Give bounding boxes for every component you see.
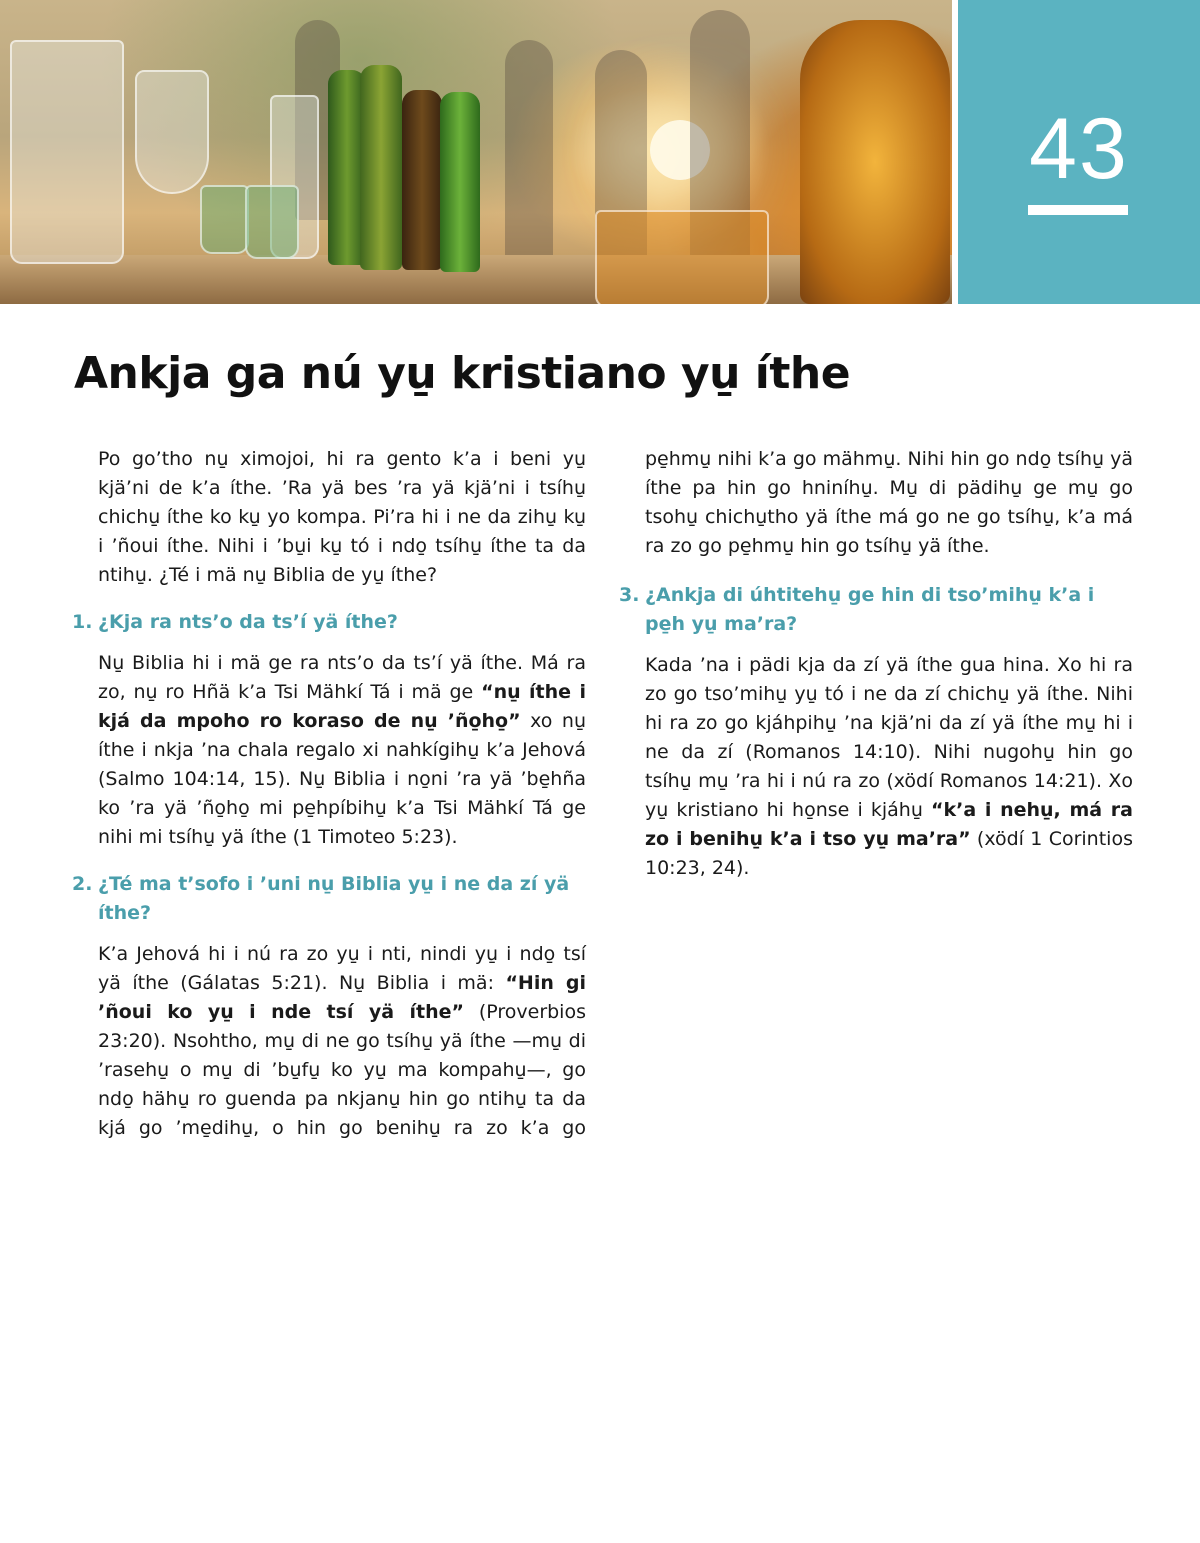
section-paragraph-3	[645, 651, 1133, 883]
paragraph-text: K’a Jehová hi i nú ra zo yu̱ i nti, nindi yu̱ i ndo̱ tsí yä íthe (Gálatas 5:21). Nu̱ Biblia i mä:	[98, 943, 586, 994]
question-number: 3.	[619, 584, 640, 606]
lesson-number-box	[958, 0, 1200, 304]
section-paragraph-2	[98, 940, 586, 1143]
right-column	[619, 445, 1133, 883]
question-number: 2.	[72, 873, 93, 895]
scripture-quote: “k’a i nehu̱, má ra zo i benihu̱ k’a i tso yu̱ ma’ra”	[645, 799, 1133, 850]
lesson-number-underline	[1028, 205, 1128, 215]
section-question-1	[72, 608, 586, 637]
amber-bottle	[800, 20, 950, 304]
wine-glass	[135, 70, 209, 194]
paragraph-text: (xödí 1 Corintios 10:23, 24).	[645, 828, 1133, 879]
left-column	[72, 445, 587, 1143]
question-number: 1.	[72, 611, 93, 633]
beer-glass	[595, 210, 769, 304]
page-title: Ankja ga nú yu̱ kristiano yu̱ íthe	[74, 348, 851, 399]
green-glass	[245, 185, 299, 259]
hero-photo	[0, 0, 952, 304]
question-text: ¿Ankja di úhtitehu̱ ge hin di tso’mihu̱ k’a i pe̱h yu̱ ma’ra?	[645, 584, 1095, 635]
section-question-2	[72, 870, 586, 928]
section-paragraph-1	[98, 649, 586, 852]
green-glass	[200, 185, 249, 254]
beer-bottle	[402, 90, 442, 270]
intro-paragraph: Po go’tho nu̱ ximojoi, hi ra gento k’a i beni yu̱ kjä’ni de k’a íthe. ’Ra yä bes ’ra yä kjä’ni i tsíhu̱ chichu̱ íthe ko ku̱ yo kompa. Pi’ra hi i ne da zihu̱ ku̱ i ’ñoui íthe. Nihi i ’bu̱i ku̱ tó i ndo̱ tsíhu̱ íthe ta da ntihu̱. ¿Té i mä nu̱ Biblia de yu̱ íthe?	[98, 448, 586, 586]
paragraph-text: Nu̱ Biblia hi i mä ge ra nts’o da ts’í yä íthe. Má ra zo, nu̱ ro Hñä k’a Tsi Mähkí Tá i mä ge	[98, 652, 586, 703]
section-question-3	[619, 581, 1133, 639]
scripture-quote: “nu̱ íthe i kjá da mpoho ro koraso de nu̱ ’ño̱ho̱”	[98, 681, 586, 732]
question-text: ¿Kja ra nts’o da ts’í yä íthe?	[98, 611, 398, 633]
section-paragraph-2-continued: pe̱hmu̱ nihi k’a go mähmu̱. Nihi hin go ndo̱ tsíhu̱ yä íthe pa hin go hniníhu̱. Mu̱ di pädihu̱ ge mu̱ go tsohu̱ chichu̱tho yä íthe má go ne go tsíhu̱, k’a má ra zo go pe̱hmu̱ hin go tsíhu̱ yä íthe.	[645, 448, 1133, 557]
pitcher	[10, 40, 124, 264]
paragraph-text: xo nu̱ íthe i nkja ’na chala regalo xi nahkígihu̱ k’a Jehová (Salmo 104:14, 15). Nu̱ Biblia i no̱ni ’ra yä ’be̱hña ko ’ra yä ’ño̱ho̱ mi pe̱hpíbihu̱ k’a Tsi Mähkí Tá ge nihi mi tsíhu̱ yä íthe (1 Timoteo 5:23).	[98, 710, 586, 848]
question-text: ¿Té ma t’sofo i ’uni nu̱ Biblia yu̱ i ne da zí yä íthe?	[98, 873, 570, 924]
beer-bottle	[440, 92, 480, 272]
paragraph-text: Kada ’na i pädi kja da zí yä íthe gua hina. Xo hi ra zo go tso’mihu̱ yu̱ tó i ne da zí chichu̱ yä íthe. Nihi hi ra zo go kjáhpihu̱ ’na kjä’ni da zí yä íthe mu̱ hi i ne da zí (Romanos 14:10). Nihi nugohu̱ hin go tsíhu̱ mu̱ ’ra hi i nú ra zo (xödí Romanos 14:21). Xo yu̱ kristiano hi ho̱nse i kjáhu̱	[645, 654, 1133, 821]
paragraph-text: (Proverbios 23:20). Nsohtho, mu̱ di ne go tsíhu̱ yä íthe —mu̱ di ’rasehu̱ o mu̱ di ’bu̱fu̱ ko yu̱ ma kompahu̱—, go ndo̱ hähu̱ ro guenda pa nkjanu̱ hin go ntihu̱ ta da kjá go ’me̱dihu̱, o hin go benihu̱ ra zo k’a go	[98, 1001, 586, 1139]
person-silhouette	[505, 40, 553, 260]
lesson-number: 43	[1029, 101, 1129, 197]
beer-bottle	[360, 65, 402, 270]
scripture-quote: “Hin gi ’ñoui ko yu̱ i nde tsí yä íthe”	[98, 972, 587, 1023]
